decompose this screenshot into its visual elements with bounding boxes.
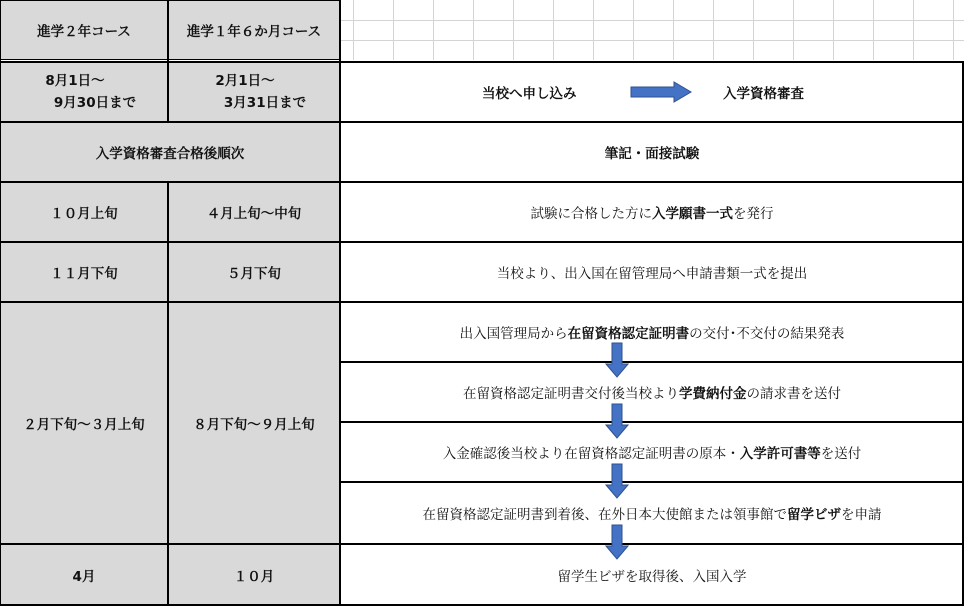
step-coe-result: 出入国管理局から在留資格認定証明書の交付･不交付の結果発表 <box>459 326 845 342</box>
coe-2year: ２月下旬～３月上旬 <box>0 302 168 544</box>
apply-period-1year6month: 2月1日～ 3月31日まで <box>168 62 340 122</box>
arrow-right-icon <box>630 81 692 103</box>
arrow-down-icon <box>605 342 629 378</box>
emphasis-application-form: 入学願書一式 <box>652 206 733 222</box>
step-submit-documents: 当校より、出入国在留管理局へ申請書類一式を提出 <box>496 266 808 282</box>
step-apply <box>340 62 964 122</box>
emphasis-student-visa: 留学ビザ <box>787 507 841 523</box>
emphasis-coe: 在留資格認定証明書 <box>567 326 690 342</box>
header-course-1year6month: 進学１年６か月コース <box>168 0 340 60</box>
step-exam: 筆記・面接試験 <box>604 146 700 162</box>
step-visa-application: 在留資格認定証明書到着後、在外日本大使館または領事館で留学ビザを申請 <box>422 507 882 523</box>
step-application-form: 試験に合格した方に入学願書一式を発行 <box>530 206 774 222</box>
step-apply-left: 当校へ申し込み <box>482 86 577 102</box>
emphasis-admission-permit: 入学許可書等 <box>739 446 821 462</box>
arrow-down-icon <box>605 463 629 499</box>
entry-1year6month: １０月 <box>168 544 340 606</box>
emphasis-tuition: 学費納付金 <box>679 386 747 402</box>
arrow-down-icon <box>605 524 629 560</box>
coe-1year6month: ８月下旬～９月上旬 <box>168 302 340 544</box>
apply-period-2year: 8月1日～ 9月30日まで <box>0 62 168 122</box>
arrow-down-icon <box>605 403 629 439</box>
step-send-originals: 入金確認後当校より在留資格認定証明書の原本・入学許可書等を送付 <box>442 446 862 462</box>
form-issue-2year: １０月上旬 <box>0 182 168 242</box>
submit-1year6month: ５月下旬 <box>168 242 340 302</box>
header-course-2year: 進学２年コース <box>0 0 168 60</box>
step-apply-right: 入学資格審査 <box>723 86 804 102</box>
step-entry: 留学生ビザを取得後、入国入学 <box>557 569 747 585</box>
step-tuition-invoice: 在留資格認定証明書交付後当校より学費納付金の請求書を送付 <box>463 386 841 402</box>
form-issue-1year6month: ４月上旬～中旬 <box>168 182 340 242</box>
exam-timing-merged: 入学資格審査合格後順次 <box>0 122 340 182</box>
submit-2year: １１月下旬 <box>0 242 168 302</box>
entry-2year: 4月 <box>0 544 168 606</box>
